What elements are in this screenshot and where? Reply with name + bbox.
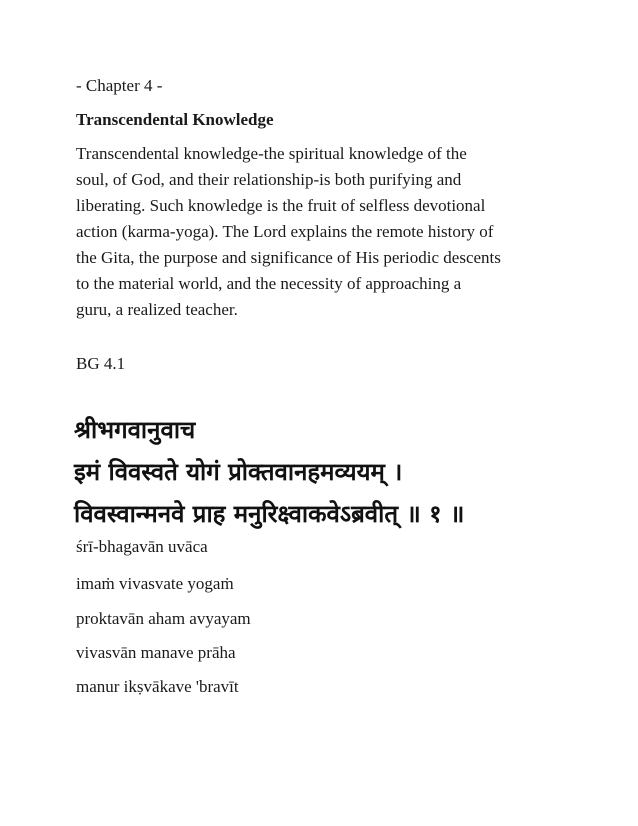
chapter-intro-paragraph xyxy=(76,141,576,323)
devanagari-verse-line: विवस्वान्मनवे प्राह मनुरिक्ष्वाकवेऽब्रवीत् ॥ १ ॥ xyxy=(74,500,465,528)
intro-line: soul, of God, and their relationship-is both purifying and xyxy=(76,170,462,189)
devanagari-verse-line: इमं विवस्वते योगं प्रोक्तवानहमव्ययम् । xyxy=(74,458,403,486)
transliteration-line: proktavān aham avyayam xyxy=(76,609,251,628)
intro-line: the Gita, the purpose and significance of His periodic descents xyxy=(76,248,501,267)
transliteration-line: vivasvān manave prāha xyxy=(76,643,236,662)
intro-line: to the material world, and the necessity of approaching a xyxy=(76,274,462,293)
intro-line: action (karma-yoga). The Lord explains the remote history of xyxy=(76,222,494,241)
intro-line: liberating. Such knowledge is the fruit of selfless devotional xyxy=(76,196,486,215)
intro-line: guru, a realized teacher. xyxy=(76,300,238,319)
verse-reference: BG 4.1 xyxy=(76,354,126,373)
chapter-heading: - Chapter 4 - xyxy=(76,76,163,95)
transliteration-line: śrī-bhagavān uvāca xyxy=(76,537,208,556)
devanagari-verse-line: श्रीभगवानुवाच xyxy=(74,416,196,444)
transliteration-line: manur ikṣvākave 'bravīt xyxy=(76,677,239,696)
intro-line: Transcendental knowledge-the spiritual knowledge of the xyxy=(76,144,467,163)
chapter-title: Transcendental Knowledge xyxy=(76,110,274,129)
transliteration-line: imaṁ vivasvate yogaṁ xyxy=(76,574,234,593)
